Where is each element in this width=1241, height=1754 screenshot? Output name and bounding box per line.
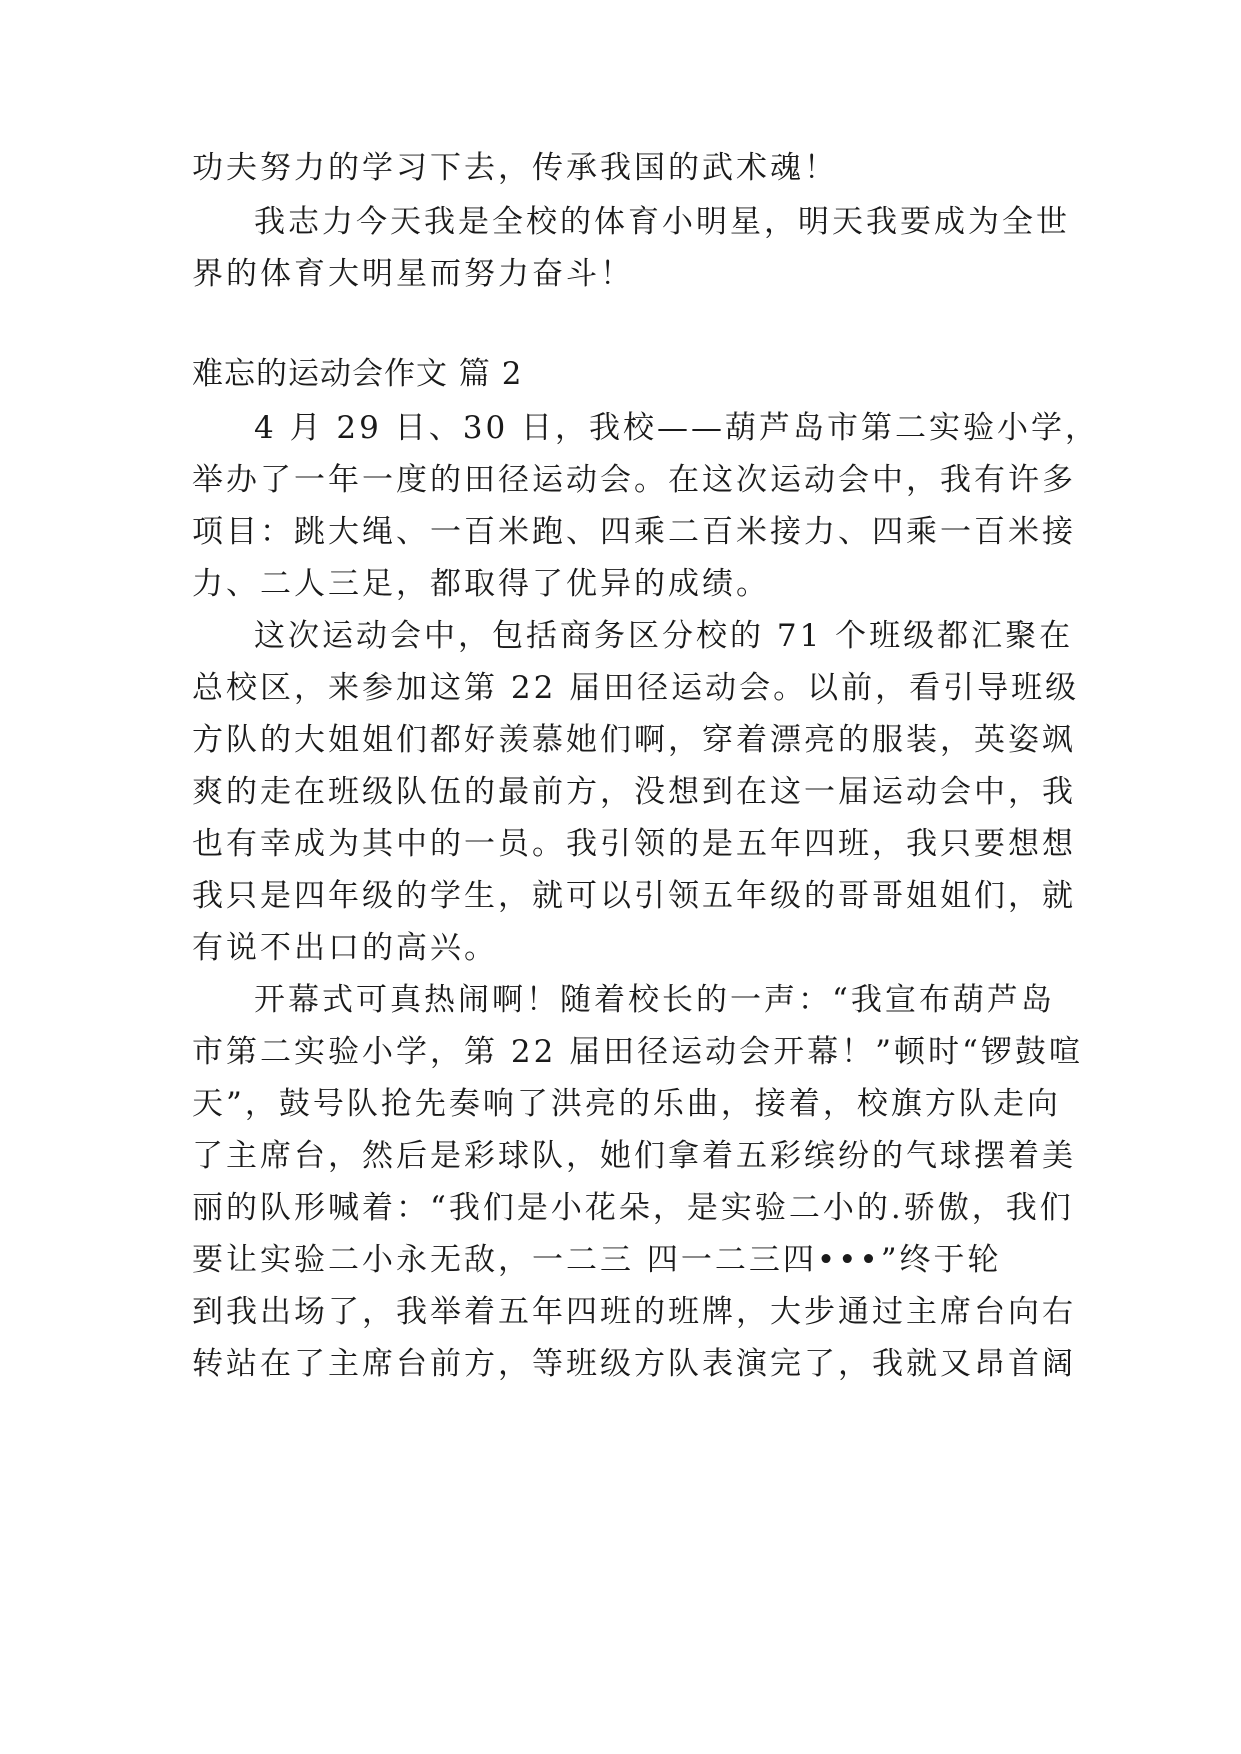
paragraph-line: 举办了一年一度的田径运动会。在这次运动会中，我有许多 <box>192 462 1076 498</box>
paragraph-line: 功夫努力的学习下去，传承我国的武术魂！ <box>192 150 838 186</box>
paragraph-line: 总校区，来参加这第 22 届田径运动会。以前，看引导班级 <box>192 670 1080 706</box>
paragraph-line: 方队的大姐姐们都好羡慕她们啊，穿着漂亮的服装，英姿飒 <box>192 722 1076 758</box>
paragraph-line: 我只是四年级的学生，就可以引领五年级的哥哥姐姐们，就 <box>192 878 1076 914</box>
paragraph-line: 也有幸成为其中的一员。我引领的是五年四班，我只要想想 <box>192 826 1076 862</box>
paragraph-line: 界的体育大明星而努力奋斗！ <box>192 256 634 292</box>
paragraph-line: 力、二人三足，都取得了优异的成绩。 <box>192 566 770 602</box>
paragraph-line: 4 月 29 日、30 日，我校——葫芦岛市第二实验小学， <box>254 410 1100 446</box>
section-heading: 难忘的运动会作文 篇 2 <box>192 356 523 392</box>
paragraph-line: 了主席台，然后是彩球队，她们拿着五彩缤纷的气球摆着美 <box>192 1138 1076 1174</box>
paragraph-line: 我志力今天我是全校的体育小明星，明天我要成为全世 <box>254 204 1070 240</box>
paragraph-line: 开幕式可真热闹啊！随着校长的一声：“我宣布葫芦岛 <box>254 982 1055 1018</box>
paragraph-line: 市第二实验小学，第 22 届田径运动会开幕！”顿时“锣鼓喧 <box>192 1034 1083 1070</box>
paragraph-line: 项目：跳大绳、一百米跑、四乘二百米接力、四乘一百米接 <box>192 514 1076 550</box>
paragraph-line: 到我出场了，我举着五年四班的班牌，大步通过主席台向右 <box>192 1294 1076 1330</box>
paragraph-line: 这次运动会中，包括商务区分校的 71 个班级都汇聚在 <box>254 618 1074 654</box>
paragraph-line: 要让实验二小永无敌，一二三 四一二三四•••”终于轮 <box>192 1242 1002 1278</box>
paragraph-line: 转站在了主席台前方，等班级方队表演完了，我就又昂首阔 <box>192 1346 1076 1382</box>
paragraph-line: 有说不出口的高兴。 <box>192 930 498 966</box>
paragraph-line: 丽的队形喊着：“我们是小花朵，是实验二小的.骄傲，我们 <box>192 1190 1074 1226</box>
paragraph-line: 爽的走在班级队伍的最前方，没想到在这一届运动会中，我 <box>192 774 1076 810</box>
paragraph-line: 天”，鼓号队抢先奏响了洪亮的乐曲，接着，校旗方队走向 <box>192 1086 1061 1122</box>
